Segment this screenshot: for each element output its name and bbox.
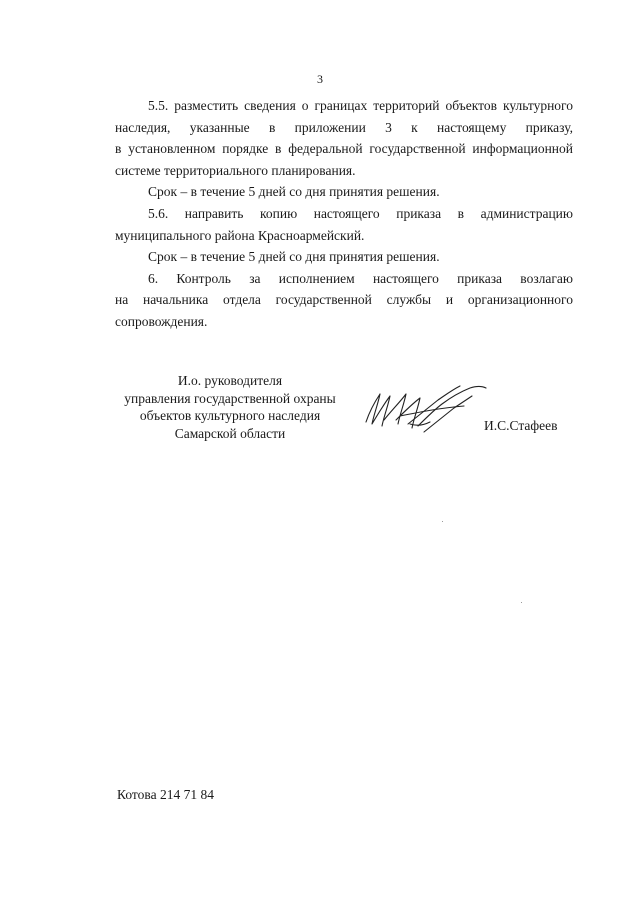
executor-contact: Котова 214 71 84: [117, 787, 214, 802]
deadline-1: Срок – в течение 5 дней со дня принятия решения.: [148, 184, 440, 200]
handwritten-signature: [360, 380, 495, 440]
deadline-2: Срок – в течение 5 дней со дня принятия решения.: [148, 249, 440, 265]
page-number: 3: [317, 72, 323, 86]
paragraph-6-line-2: на начальника отдела государственной службы и организационного: [115, 292, 573, 308]
scan-speck: [521, 602, 522, 603]
document-body: [115, 95, 573, 333]
signatory-position-line-2: управления государственной охраны: [124, 390, 336, 406]
signer-name: И.С.Стафеев: [484, 418, 558, 433]
signatory-position-line-4: Самарской области: [174, 425, 286, 441]
paragraph-5-5-line-3: в установленном порядке в федеральной государственной информационной: [115, 141, 573, 157]
paragraph-5-6-line-2: муниципального района Красноармейский.: [115, 227, 365, 243]
paragraph-6-line-1: 6. Контроль за исполнением настоящего приказа возлагаю: [148, 270, 573, 286]
scan-speck: [442, 521, 443, 522]
paragraph-5-5-line-4: системе территориального планирования.: [115, 162, 356, 178]
paragraph-5-5-line-2: наследия, указанные в приложении 3 к настоящему приказу,: [115, 119, 573, 135]
signatory-position-line-3: объектов культурного наследия: [139, 408, 321, 423]
paragraph-5-6-line-1: 5.6. направить копию настоящего приказа в администрацию: [148, 205, 573, 221]
signatory-position: [110, 372, 350, 442]
paragraph-6-line-3: сопровождения.: [115, 313, 208, 329]
paragraph-5-5-line-1: 5.5. разместить сведения о границах территорий объектов культурного: [148, 98, 573, 113]
signatory-position-line-1: И.о. руководителя: [177, 373, 283, 388]
